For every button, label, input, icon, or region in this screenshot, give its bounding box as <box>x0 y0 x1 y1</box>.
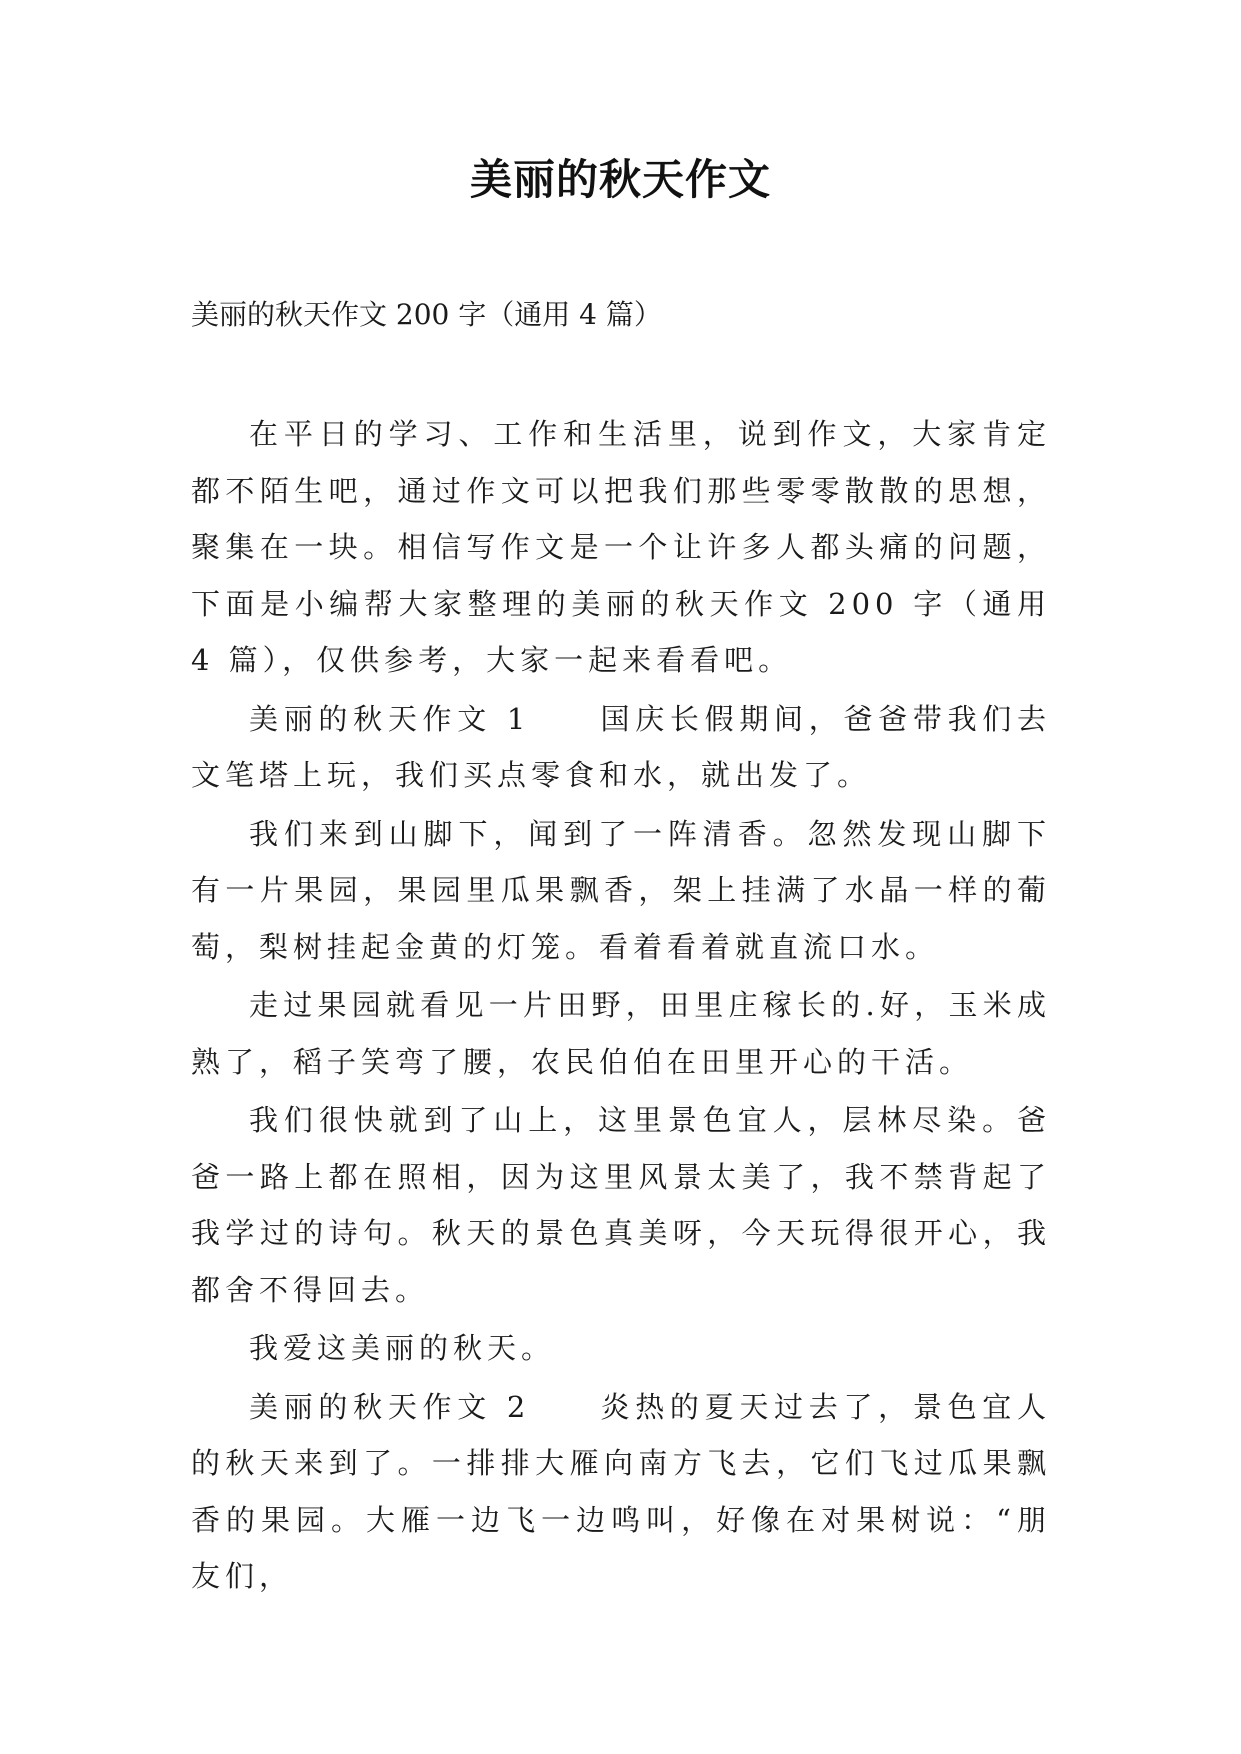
paragraph: 我们很快就到了山上，这里景色宜人，层林尽染。爸爸一路上都在照相，因为这里风景太美了，我不禁背起了我学过的诗句。秋天的景色真美呀，今天玩得很开心，我都舍不得回去。 <box>191 1103 1051 1307</box>
paragraph: 美丽的秋天作文 2 炎热的夏天过去了，景色宜人的秋天来到了。一排排大雁向南方飞去，它们飞过瓜果飘香的果园。大雁一边飞一边鸣叫，好像在对果树说：“朋友们， <box>191 1389 1051 1593</box>
paragraph: 我们来到山脚下，闻到了一阵清香。忽然发现山脚下有一片果园，果园里瓜果飘香，架上挂满了水晶一样的葡萄，梨树挂起金黄的灯笼。看着看着就直流口水。 <box>191 816 1051 964</box>
paragraph: 走过果园就看见一片田野，田里庄稼长的.好，玉米成熟了，稻子笑弯了腰，农民伯伯在田里开心的干活。 <box>191 988 1051 1079</box>
document-title: 美丽的秋天作文 <box>469 155 771 204</box>
paragraph: 在平日的学习、工作和生活里，说到作文，大家肯定都不陌生吧，通过作文可以把我们那些零零散散的思想，聚集在一块。相信写作文是一个让许多人都头痛的问题，下面是小编帮大家整理的美丽的秋天作文 200 字（通用 4 篇），仅供参考，大家一起来看看吧。 <box>191 417 1051 677</box>
paragraph: 美丽的秋天作文 1 国庆长假期间，爸爸带我们去文笔塔上玩，我们买点零食和水，就出发了。 <box>191 701 1051 792</box>
paragraph: 我爱这美丽的秋天。 <box>249 1331 556 1365</box>
document-body <box>191 406 1051 1607</box>
document-subtitle: 美丽的秋天作文 200 字（通用 4 篇） <box>191 298 662 331</box>
